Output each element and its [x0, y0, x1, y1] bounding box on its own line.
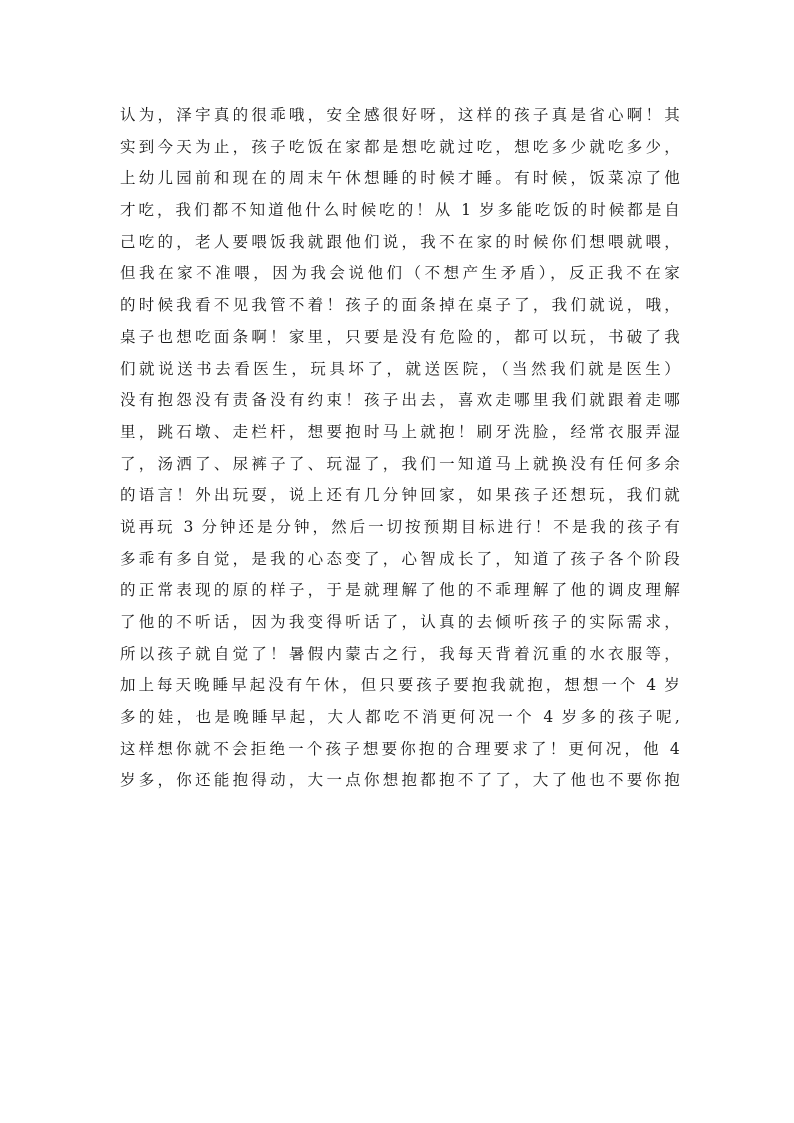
text-line: 岁多，你还能抱得动，大一点你想抱都抱不了了，大了他也不要你抱 — [120, 771, 680, 790]
text-line: 说再玩 3 分钟还是分钟，然后一切按预期目标进行！不是我的孩子有 — [120, 517, 680, 536]
text-line: 认为，泽宇真的很乖哦，安全感很好呀，这样的孩子真是省心啊！其 — [120, 106, 680, 124]
text-line: 加上每天晚睡早起没有午休，但只要孩子要抱我就抱，想想一个 4 岁 — [120, 676, 680, 695]
text-line: 里，跳石墩、走栏杆，想要抱时马上就抱！刷牙洗脸，经常衣服弄湿 — [120, 422, 680, 441]
text-line: 才吃，我们都不知道他什么时候吃的！从 1 岁多能吃饭的时候都是自 — [120, 201, 680, 220]
body-text — [120, 100, 680, 797]
text-line: 多乖有多自觉，是我的心态变了，心智成长了，知道了孩子各个阶段 — [120, 549, 680, 568]
text-line: 己吃的，老人要喂饭我就跟他们说，我不在家的时候你们想喂就喂， — [120, 232, 680, 251]
text-line: 的正常表现的原的样子，于是就理解了他的不乖理解了他的调皮理解 — [120, 581, 680, 600]
text-line: 上幼儿园前和现在的周末午休想睡的时候才睡。有时候，饭菜凉了他 — [120, 169, 680, 188]
text-line: 多的娃，也是晚睡早起，大人都吃不消更何况一个 4 岁多的孩子呢, — [120, 708, 680, 727]
text-line: 实到今天为止，孩子吃饭在家都是想吃就过吃，想吃多少就吃多少， — [120, 137, 680, 156]
text-line: 了他的不听话，因为我变得听话了，认真的去倾听孩子的实际需求， — [120, 613, 680, 631]
text-line: 了，汤洒了、尿裤子了、玩湿了，我们一知道马上就换没有任何多余 — [120, 454, 680, 473]
text-line: 的时候我看不见我管不着！孩子的面条掉在桌子了，我们就说，哦， — [120, 296, 680, 315]
text-line: 这样想你就不会拒绝一个孩子想要你抱的合理要求了！更何况，他 4 — [120, 739, 680, 758]
text-line: 桌子也想吃面条啊！家里，只要是没有危险的，都可以玩，书破了我 — [120, 327, 680, 346]
text-line: 但我在家不准喂，因为我会说他们（不想产生矛盾），反正我不在家 — [120, 264, 680, 283]
text-line: 没有抱怨没有责备没有约束！孩子出去，喜欢走哪里我们就跟着走哪 — [120, 391, 680, 410]
text-line: 的语言！外出玩耍，说上还有几分钟回家，如果孩子还想玩，我们就 — [120, 486, 680, 505]
text-line: 所以孩子就自觉了！暑假内蒙古之行，我每天背着沉重的水衣服等， — [120, 644, 680, 663]
text-line: 们就说送书去看医生，玩具坏了，就送医院，（当然我们就是医生） — [120, 359, 680, 378]
